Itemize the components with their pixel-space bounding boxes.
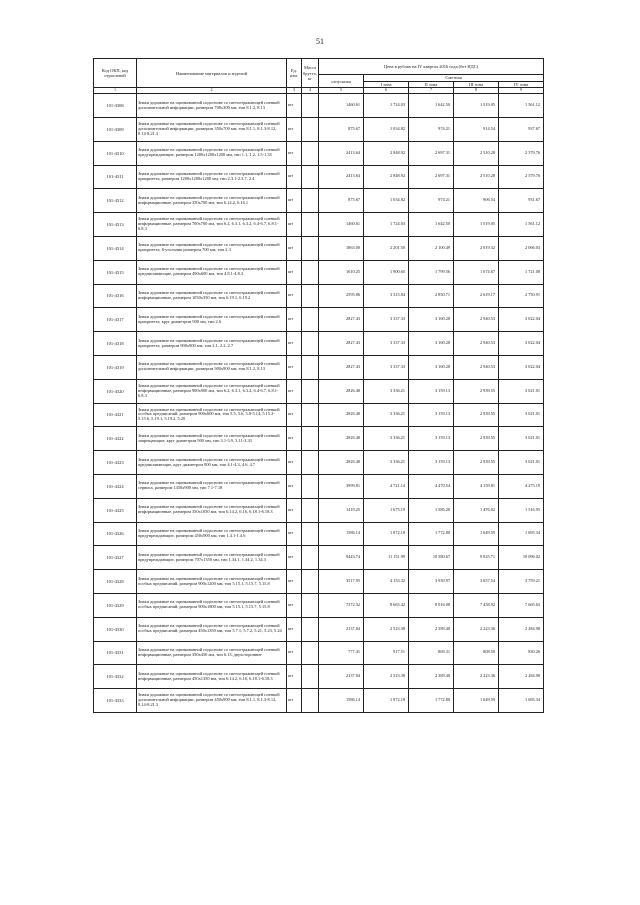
- cell-code: 101-4331: [94, 641, 137, 665]
- header-estimate-price: Сметная: [364, 75, 544, 82]
- cell-code: 101-4321: [94, 403, 137, 427]
- cell-name: Знаки дорожные на оцинкованной подоснове со светоотражающей пленкой информационные, размером 350х450 мм, тип 6.13, двухсторонние: [137, 641, 287, 665]
- cell-zone-2-price: 3 930.97: [409, 570, 454, 594]
- cell-mass: [302, 308, 319, 332]
- cell-unit: шт: [287, 379, 302, 403]
- cell-zone-2-price: 1 799.56: [409, 260, 454, 284]
- cell-code: 101-4332: [94, 665, 137, 689]
- cell-mass: [302, 117, 319, 141]
- table-row: [94, 236, 544, 260]
- cell-code: 101-4324: [94, 474, 137, 498]
- header-zone-4: IV зона: [499, 82, 544, 88]
- cell-name: Знаки дорожные на оцинкованной подоснове со светоотражающей пленкой предписывающие, размером 490х600 мм, тип 4.8.1-4.8.3: [137, 260, 287, 284]
- cell-mass: [302, 665, 319, 689]
- cell-zone-1-price: 2 848.92: [364, 165, 409, 189]
- cell-release-price: 1419.25: [319, 498, 364, 522]
- cell-unit: шт: [287, 165, 302, 189]
- cell-zone-2-price: 1 642.50: [409, 213, 454, 237]
- cell-zone-2-price: 2 850.71: [409, 284, 454, 308]
- table-row: [94, 403, 544, 427]
- cell-name: Знаки дорожные на оцинкованной подоснове со светоотражающей пленкой запрещающие, круг диаметром 900 мм, тип 3.1-3.9, 3.11-3.33: [137, 427, 287, 451]
- cell-code: 101-4316: [94, 284, 137, 308]
- cell-zone-4-price: 1 561.12: [499, 94, 544, 118]
- cell-name: Знаки дорожные на оцинкованной подоснове со светоотражающей пленкой информационные, размером 350х700 мм, тип 6.14.2, 6.16.1: [137, 189, 287, 213]
- cell-zone-3-price: 2 510.28: [454, 165, 499, 189]
- cell-mass: [302, 332, 319, 356]
- cell-zone-2-price: 3 160.28: [409, 332, 454, 356]
- cell-mass: [302, 141, 319, 165]
- cell-name: Знаки дорожные на оцинкованной подоснове со светоотражающей пленкой дополнительной информации, размером 900х900 мм, тип 8.1.2, 8.13: [137, 355, 287, 379]
- cell-zone-3-price: 906.54: [454, 189, 499, 213]
- cell-zone-4-price: 3 759.21: [499, 570, 544, 594]
- cell-mass: [302, 689, 319, 713]
- cell-release-price: 1586.14: [319, 689, 364, 713]
- cell-zone-3-price: 3 657.54: [454, 570, 499, 594]
- cell-zone-3-price: 2 939.55: [454, 427, 499, 451]
- cell-zone-4-price: 1 561.12: [499, 213, 544, 237]
- table-row: [94, 451, 544, 475]
- price-table-wrapper: [93, 58, 544, 713]
- cell-zone-1-price: 1 900.65: [364, 260, 409, 284]
- cell-zone-2-price: 1 586.28: [409, 498, 454, 522]
- cell-zone-4-price: 2 284.98: [499, 617, 544, 641]
- cell-mass: [302, 641, 319, 665]
- cell-zone-3-price: 2 940.53: [454, 332, 499, 356]
- cell-release-price: 1586.14: [319, 522, 364, 546]
- cell-zone-4-price: 7 665.63: [499, 593, 544, 617]
- table-row: [94, 284, 544, 308]
- cell-name: Знаки дорожные на оцинкованной подоснове со светоотражающей пленкой особых предписаний, размером 900х600 мм, тип 5.5, 5.6, 5.8-5.14, 5.15.2-5.15.6, 5.19.1, 5.19.2, 5.20: [137, 403, 287, 427]
- cell-unit: шт: [287, 236, 302, 260]
- cell-unit: шт: [287, 641, 302, 665]
- cell-unit: шт: [287, 284, 302, 308]
- cell-code: 101-4310: [94, 141, 137, 165]
- cell-zone-3-price: 1 476.02: [454, 498, 499, 522]
- cell-zone-1-price: 1 034.82: [364, 117, 409, 141]
- cell-code: 101-4311: [94, 165, 137, 189]
- cell-release-price: 2827.43: [319, 308, 364, 332]
- cell-unit: шт: [287, 474, 302, 498]
- cell-unit: шт: [287, 332, 302, 356]
- cell-zone-2-price: 2 100.49: [409, 236, 454, 260]
- header-unit: Ед. изм.: [287, 59, 302, 88]
- cell-zone-3-price: 2 019.32: [454, 236, 499, 260]
- cell-zone-3-price: 1 519.05: [454, 94, 499, 118]
- cell-zone-1-price: 3 336.21: [364, 403, 409, 427]
- cell-mass: [302, 260, 319, 284]
- cell-name: Знаки дорожные на оцинкованной подоснове со светоотражающей пленкой информационные, размером 900х900 мм, тип 6.2, 6.3.1, 6.3.2, 6.4-6.7, 6.8.1-6.8.3: [137, 379, 287, 403]
- table-row: [94, 165, 544, 189]
- cell-mass: [302, 522, 319, 546]
- column-number: 4: [302, 88, 319, 94]
- cell-zone-4-price: 3 022.04: [499, 332, 544, 356]
- cell-zone-3-price: 1 649.59: [454, 689, 499, 713]
- cell-name: Знаки дорожные на оцинкованной подоснове со светоотражающей пленкой предписывающие, круг диаметром 900 мм, тип 4.1-4.3, 4.6, 4.7: [137, 451, 287, 475]
- table-row: [94, 94, 544, 118]
- cell-zone-2-price: 3 159.13: [409, 451, 454, 475]
- cell-release-price: 2826.48: [319, 403, 364, 427]
- cell-zone-1-price: 4 721.14: [364, 474, 409, 498]
- cell-zone-2-price: 2 389.40: [409, 617, 454, 641]
- cell-release-price: 3517.95: [319, 570, 364, 594]
- cell-release-price: 3999.81: [319, 474, 364, 498]
- cell-zone-3-price: 7 458.92: [454, 593, 499, 617]
- cell-name: Знаки дорожные на оцинкованной подоснове со светоотражающей пленкой предупреждающие, размером 450х900 мм, тип 1.4.1-1.4.6: [137, 522, 287, 546]
- cell-zone-3-price: 4 159.81: [454, 474, 499, 498]
- column-number: 5: [319, 88, 364, 94]
- cell-mass: [302, 213, 319, 237]
- cell-mass: [302, 165, 319, 189]
- table-body: [94, 94, 544, 713]
- cell-zone-3-price: 2 940.53: [454, 308, 499, 332]
- cell-name: Знаки дорожные на оцинкованной подоснове со светоотражающей пленкой сервиса, размером 1350х900 мм, тип 7.1-7.18: [137, 474, 287, 498]
- cell-name: Знаки дорожные на оцинкованной подоснове со светоотражающей пленкой предупреждающие, размером 1200х1200х1200 мм, тип 1.1, 1.2, 1.5-1.33: [137, 141, 287, 165]
- cell-zone-3-price: 2 939.55: [454, 451, 499, 475]
- cell-code: 101-4326: [94, 522, 137, 546]
- cell-release-price: 2413.64: [319, 141, 364, 165]
- cell-zone-4-price: 3 022.04: [499, 308, 544, 332]
- table-row: [94, 260, 544, 284]
- cell-release-price: 2826.48: [319, 379, 364, 403]
- cell-mass: [302, 284, 319, 308]
- cell-zone-3-price: 2 940.53: [454, 355, 499, 379]
- cell-code: 101-4309: [94, 117, 137, 141]
- table-row: [94, 474, 544, 498]
- header-zone-3: III зона: [454, 82, 499, 88]
- cell-zone-2-price: 3 160.28: [409, 355, 454, 379]
- cell-zone-3-price: 1 519.05: [454, 213, 499, 237]
- table-row: [94, 689, 544, 713]
- cell-zone-4-price: 3 021.01: [499, 379, 544, 403]
- cell-release-price: 9443.74: [319, 546, 364, 570]
- column-number: 3: [287, 88, 302, 94]
- cell-code: 101-4333: [94, 689, 137, 713]
- cell-mass: [302, 570, 319, 594]
- cell-unit: шт: [287, 141, 302, 165]
- cell-name: Знаки дорожные на оцинкованной подоснове со светоотражающей пленкой особых предписаний, размером 900х1800 мм, тип 5.15.1, 5.15.7, 5.15.8: [137, 593, 287, 617]
- column-number: 2: [137, 88, 287, 94]
- cell-zone-3-price: 1 649.59: [454, 522, 499, 546]
- cell-zone-2-price: 974.21: [409, 189, 454, 213]
- cell-mass: [302, 451, 319, 475]
- cell-zone-4-price: 1 516.95: [499, 498, 544, 522]
- cell-code: 101-4322: [94, 427, 137, 451]
- cell-zone-2-price: 1 642.50: [409, 94, 454, 118]
- cell-release-price: 2137.84: [319, 617, 364, 641]
- cell-name: Знаки дорожные на оцинкованной подоснове со светоотражающей пленкой особых предписаний, размером 900х1200 мм, тип 5.15.1, 5.15.7, 5.15.8: [137, 570, 287, 594]
- cell-zone-4-price: 830.26: [499, 641, 544, 665]
- cell-zone-2-price: 8 016.08: [409, 593, 454, 617]
- cell-release-price: 2595.86: [319, 284, 364, 308]
- cell-release-price: 1460.61: [319, 213, 364, 237]
- cell-release-price: 1460.61: [319, 94, 364, 118]
- cell-mass: [302, 498, 319, 522]
- cell-zone-2-price: 974.21: [409, 117, 454, 141]
- cell-unit: шт: [287, 213, 302, 237]
- cell-zone-3-price: 808.50: [454, 641, 499, 665]
- header-zone-2: II зона: [409, 82, 454, 88]
- cell-code: 101-4319: [94, 355, 137, 379]
- header-price-group: Цена в рублях на IV квартал 2016 года (без НДС): [319, 59, 544, 75]
- cell-unit: шт: [287, 665, 302, 689]
- table-row: [94, 189, 544, 213]
- price-table: [93, 58, 544, 713]
- cell-unit: шт: [287, 355, 302, 379]
- column-number: 6: [364, 88, 409, 94]
- cell-code: 101-4318: [94, 332, 137, 356]
- table-row: [94, 213, 544, 237]
- cell-zone-1-price: 1 872.18: [364, 522, 409, 546]
- cell-zone-2-price: 2 697.31: [409, 141, 454, 165]
- cell-zone-1-price: 3 336.21: [364, 379, 409, 403]
- cell-zone-1-price: 8 665.42: [364, 593, 409, 617]
- cell-zone-4-price: 2 066.03: [499, 236, 544, 260]
- cell-zone-2-price: 1 772.80: [409, 522, 454, 546]
- cell-release-price: 2827.43: [319, 355, 364, 379]
- table-row: [94, 593, 544, 617]
- cell-unit: шт: [287, 522, 302, 546]
- cell-unit: шт: [287, 451, 302, 475]
- cell-zone-1-price: 3 337.33: [364, 308, 409, 332]
- cell-zone-3-price: 9 825.71: [454, 546, 499, 570]
- cell-release-price: 1610.25: [319, 260, 364, 284]
- cell-zone-2-price: 3 159.13: [409, 379, 454, 403]
- header-release-price: отпускная: [319, 75, 364, 88]
- cell-code: 101-4320: [94, 379, 137, 403]
- cell-zone-3-price: 2 223.36: [454, 617, 499, 641]
- cell-code: 101-4317: [94, 308, 137, 332]
- cell-code: 101-4313: [94, 213, 137, 237]
- cell-zone-4-price: 2 579.76: [499, 165, 544, 189]
- cell-name: Знаки дорожные на оцинкованной подоснове со светоотражающей пленкой предупреждающие, размером 707х1350 мм, тип 1.34.1, 1.34.2, 1.34.3: [137, 546, 287, 570]
- cell-unit: шт: [287, 260, 302, 284]
- cell-name: Знаки дорожные на оцинкованной подоснове со светоотражающей пленкой информационные, размером 450х1350 мм, тип 6.14.2, 6.16, 6.18.1-6.18.3: [137, 665, 287, 689]
- cell-zone-4-price: 3 021.01: [499, 403, 544, 427]
- cell-zone-2-price: 2 389.40: [409, 665, 454, 689]
- cell-zone-2-price: 3 159.13: [409, 403, 454, 427]
- cell-zone-4-price: 2 750.91: [499, 284, 544, 308]
- cell-code: 101-4329: [94, 593, 137, 617]
- cell-release-price: 2826.48: [319, 427, 364, 451]
- column-number: 1: [94, 88, 137, 94]
- cell-code: 101-4308: [94, 94, 137, 118]
- cell-mass: [302, 617, 319, 641]
- cell-name: Знаки дорожные на оцинкованной подоснове со светоотражающей пленкой дополнительной информации, размером 450х900 мм, тип 8.1.1, 8.1.3-8.12, 8.14-8.21.3: [137, 689, 287, 713]
- cell-code: 101-4323: [94, 451, 137, 475]
- table-row: [94, 332, 544, 356]
- page-number: 51: [316, 37, 324, 46]
- cell-mass: [302, 379, 319, 403]
- cell-unit: шт: [287, 427, 302, 451]
- cell-unit: шт: [287, 117, 302, 141]
- cell-zone-3-price: 2 223.36: [454, 665, 499, 689]
- table-row: [94, 546, 544, 570]
- cell-mass: [302, 355, 319, 379]
- cell-zone-1-price: 2 848.92: [364, 141, 409, 165]
- cell-zone-2-price: 2 697.31: [409, 165, 454, 189]
- table-row: [94, 355, 544, 379]
- cell-zone-4-price: 3 021.01: [499, 427, 544, 451]
- cell-zone-4-price: 1 721.08: [499, 260, 544, 284]
- cell-zone-4-price: 2 284.98: [499, 665, 544, 689]
- cell-code: 101-4327: [94, 546, 137, 570]
- cell-release-price: 2827.43: [319, 332, 364, 356]
- cell-zone-1-price: 2 201.50: [364, 236, 409, 260]
- cell-code: 101-4314: [94, 236, 137, 260]
- column-number: 9: [499, 88, 544, 94]
- cell-zone-1-price: 3 336.21: [364, 451, 409, 475]
- cell-zone-2-price: 10 580.67: [409, 546, 454, 570]
- cell-zone-3-price: 2 619.17: [454, 284, 499, 308]
- cell-zone-3-price: 2 939.55: [454, 379, 499, 403]
- cell-release-price: 875.67: [319, 189, 364, 213]
- header-mass: Масса брутто, кг: [302, 59, 319, 88]
- cell-zone-1-price: 3 315.84: [364, 284, 409, 308]
- table-row: [94, 641, 544, 665]
- cell-unit: шт: [287, 403, 302, 427]
- table-row: [94, 522, 544, 546]
- cell-zone-3-price: 2 510.28: [454, 141, 499, 165]
- cell-zone-1-price: 11 151.99: [364, 546, 409, 570]
- cell-zone-1-price: 1 724.03: [364, 94, 409, 118]
- cell-zone-4-price: 3 021.01: [499, 451, 544, 475]
- cell-release-price: 2413.64: [319, 165, 364, 189]
- cell-zone-1-price: 4 153.32: [364, 570, 409, 594]
- cell-zone-4-price: 4 275.19: [499, 474, 544, 498]
- cell-mass: [302, 189, 319, 213]
- cell-name: Знаки дорожные на оцинкованной подоснове со светоотражающей пленкой дополнительной информации, размером 700х300 мм, тип 8.1.2, 8.13: [137, 94, 287, 118]
- cell-code: 101-4325: [94, 498, 137, 522]
- cell-zone-4-price: 1 695.34: [499, 522, 544, 546]
- cell-zone-2-price: 869.31: [409, 641, 454, 665]
- cell-zone-4-price: 10 096.02: [499, 546, 544, 570]
- cell-zone-2-price: 3 159.13: [409, 427, 454, 451]
- cell-release-price: 777.41: [319, 641, 364, 665]
- cell-mass: [302, 474, 319, 498]
- cell-release-price: 875.67: [319, 117, 364, 141]
- header-name: Наименование материалов и изделий: [137, 59, 287, 88]
- cell-zone-1-price: 1 872.18: [364, 689, 409, 713]
- cell-zone-1-price: 2 523.38: [364, 617, 409, 641]
- table-row: [94, 117, 544, 141]
- cell-zone-2-price: 3 160.28: [409, 308, 454, 332]
- cell-unit: шт: [287, 689, 302, 713]
- cell-mass: [302, 427, 319, 451]
- cell-unit: шт: [287, 593, 302, 617]
- cell-name: Знаки дорожные на оцинкованной подоснове со светоотражающей пленкой информационные, размером 700х700 мм, тип 6.2, 6.3.1, 6.3.2, 6.4-6.7, 6.8.1-6.8.3: [137, 213, 287, 237]
- cell-zone-1-price: 917.51: [364, 641, 409, 665]
- cell-mass: [302, 546, 319, 570]
- cell-mass: [302, 236, 319, 260]
- cell-mass: [302, 593, 319, 617]
- cell-zone-2-price: 1 772.80: [409, 689, 454, 713]
- cell-zone-1-price: 1 675.19: [364, 498, 409, 522]
- cell-zone-4-price: 2 579.76: [499, 141, 544, 165]
- cell-name: Знаки дорожные на оцинкованной подоснове со светоотражающей пленкой информационные, размером 1050х350 мм, тип 6.19.1, 6.19.2: [137, 284, 287, 308]
- cell-zone-3-price: 1 674.67: [454, 260, 499, 284]
- cell-zone-4-price: 937.67: [499, 117, 544, 141]
- cell-unit: шт: [287, 546, 302, 570]
- cell-release-price: 7372.32: [319, 593, 364, 617]
- cell-name: Знаки дорожные на оцинкованной подоснове со светоотражающей пленкой приоритета, 8-угольник размером 700 мм, тип 2.3: [137, 236, 287, 260]
- cell-name: Знаки дорожные на оцинкованной подоснове со светоотражающей пленкой приоритета, размером 900х900 мм, тип 2.1, 2.2, 2.7: [137, 332, 287, 356]
- cell-unit: шт: [287, 570, 302, 594]
- cell-name: Знаки дорожные на оцинкованной подоснове со светоотражающей пленкой приоритета, круг диаметром 900 мм, тип 2.6: [137, 308, 287, 332]
- cell-zone-1-price: 3 337.33: [364, 355, 409, 379]
- cell-zone-4-price: 3 022.04: [499, 355, 544, 379]
- cell-zone-4-price: 931.67: [499, 189, 544, 213]
- cell-name: Знаки дорожные на оцинкованной подоснове со светоотражающей пленкой приоритета, размером 1200х1200х1200 мм, тип 2.3.1-2.3.7, 2.4: [137, 165, 287, 189]
- cell-release-price: 1863.00: [319, 236, 364, 260]
- cell-unit: шт: [287, 498, 302, 522]
- cell-unit: шт: [287, 617, 302, 641]
- cell-name: Знаки дорожные на оцинкованной подоснове со светоотражающей пленкой информационные, размером 350х1050 мм, тип 6.14.2, 6.16, 6.18.1-6.18.3: [137, 498, 287, 522]
- cell-code: 101-4315: [94, 260, 137, 284]
- column-number: 8: [454, 88, 499, 94]
- cell-code: 101-4330: [94, 617, 137, 641]
- table-row: [94, 498, 544, 522]
- column-number: 7: [409, 88, 454, 94]
- cell-mass: [302, 403, 319, 427]
- cell-code: 101-4312: [94, 189, 137, 213]
- cell-zone-4-price: 1 695.34: [499, 689, 544, 713]
- header-code: Код ОКП, код отраслевой: [94, 59, 137, 88]
- cell-zone-1-price: 3 337.33: [364, 332, 409, 356]
- cell-zone-3-price: 2 939.55: [454, 403, 499, 427]
- cell-zone-3-price: 914.54: [454, 117, 499, 141]
- cell-mass: [302, 94, 319, 118]
- cell-zone-1-price: 3 336.21: [364, 427, 409, 451]
- cell-name: Знаки дорожные на оцинкованной подоснове со светоотражающей пленкой дополнительной информации, размером 350х700 мм, тип 8.1.1, 8.1.3-8.12, 8.14-8.21.3: [137, 117, 287, 141]
- cell-release-price: 2826.48: [319, 451, 364, 475]
- header-zone-1: I зона: [364, 82, 409, 88]
- table-header: [94, 59, 544, 94]
- cell-zone-1-price: 1 724.03: [364, 213, 409, 237]
- cell-unit: шт: [287, 189, 302, 213]
- cell-zone-1-price: 1 034.82: [364, 189, 409, 213]
- table-row: [94, 141, 544, 165]
- table-row: [94, 570, 544, 594]
- cell-code: 101-4328: [94, 570, 137, 594]
- cell-name: Знаки дорожные на оцинкованной подоснове со светоотражающей пленкой особых предписаний, размером 450х1350 мм, тип 5.7.1, 5.7.2, 5.21, 5.23, 5.24: [137, 617, 287, 641]
- cell-release-price: 2137.84: [319, 665, 364, 689]
- table-row: [94, 617, 544, 641]
- cell-unit: шт: [287, 308, 302, 332]
- table-row: [94, 379, 544, 403]
- cell-zone-2-price: 4 470.54: [409, 474, 454, 498]
- cell-unit: шт: [287, 94, 302, 118]
- table-row: [94, 665, 544, 689]
- table-row: [94, 308, 544, 332]
- table-row: [94, 427, 544, 451]
- cell-zone-1-price: 2 523.38: [364, 665, 409, 689]
